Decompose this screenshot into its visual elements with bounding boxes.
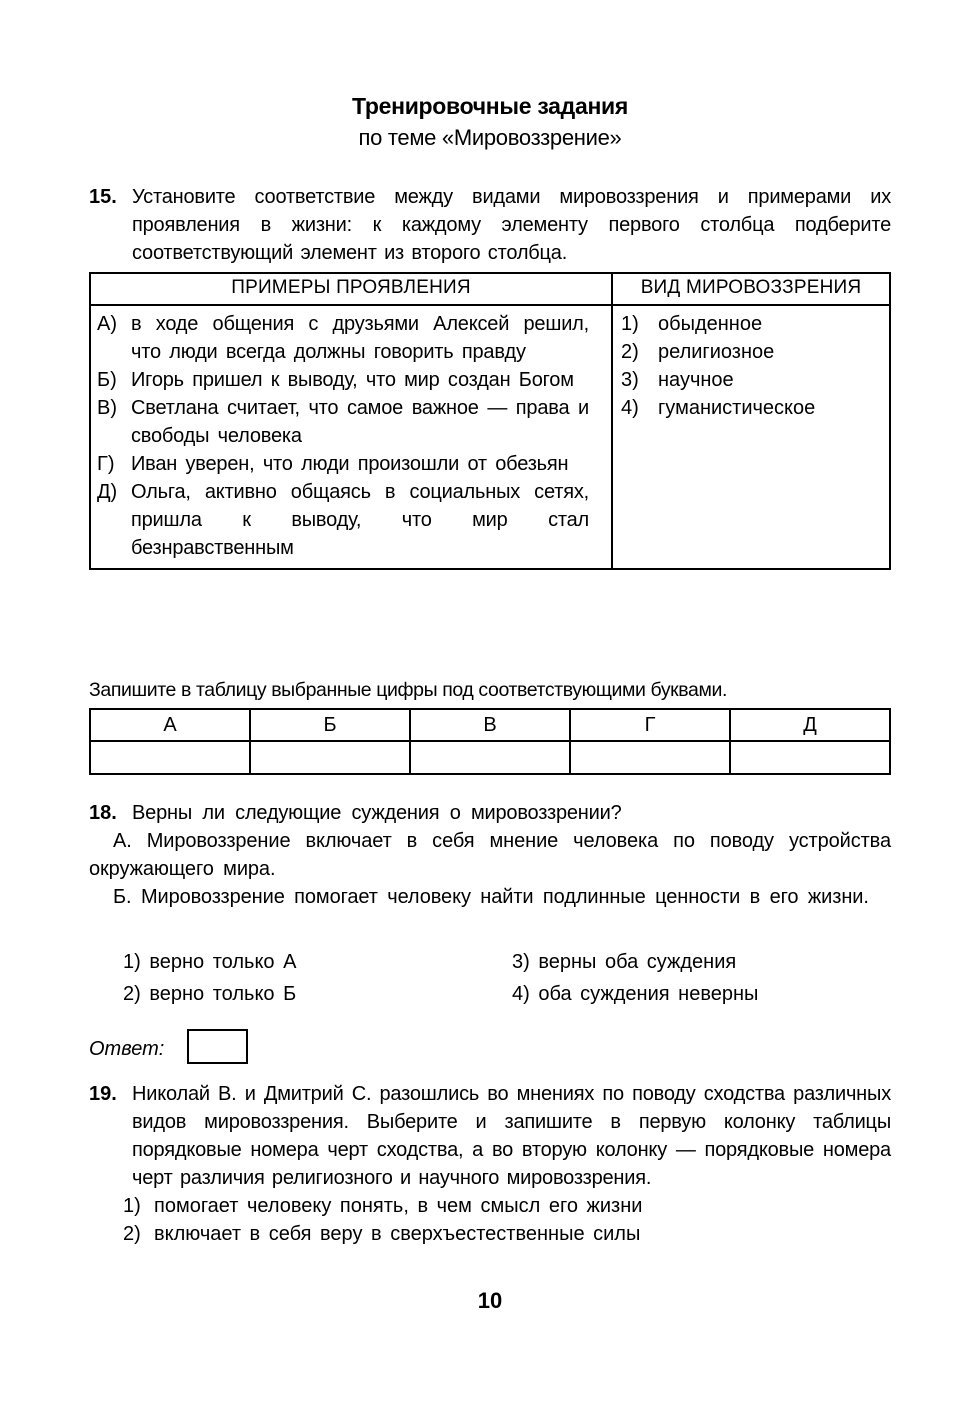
statement-b: Б. Мировоззрение помогает человеку найти подлинные ценности в его жизни. [113,886,869,908]
item-letter: Д) [97,481,118,503]
page-title: Тренировочные задания [352,93,628,119]
item-text: Ольга, активно общаясь в социальных сетях, пришла к выводу, что мир стал безнравственным [131,481,589,559]
option-number: 3) [512,951,530,973]
item-letter: Г) [97,453,115,475]
item-text: Иван уверен, что люди произошли от обезьян [131,453,569,475]
type-text: обыденное [658,313,763,335]
task-prompt: Установите соответствие между видами мировоззрения и примерами их проявления в жизни: к каждому элементу первого столбца подберите соответствующий элемент из второго столбца. [132,186,891,264]
grid-letter: Г [570,709,730,741]
type-number: 4) [621,397,639,419]
grid-letter: Д [730,709,890,741]
item-letter: В) [97,397,117,419]
item-text: Игорь пришел к выводу, что мир создан Богом [131,369,574,391]
task-18 [89,799,891,911]
type-item [613,394,889,422]
feature-list [123,1192,891,1248]
example-item [91,394,611,450]
option-text: верно только А [149,951,297,973]
option-number: 1) [123,951,141,973]
matching-table [89,272,891,570]
grid-answer-cell[interactable] [570,741,730,774]
statement-a: А. Мировоззрение включает в себя мнение человека по поводу устройства окружающего мира. [89,830,891,880]
type-text: научное [658,369,734,391]
option-4 [512,980,758,1008]
feature-item [123,1220,891,1248]
type-item [613,366,889,394]
answer-grid [89,708,891,775]
task-question: Верны ли следующие суждения о мировоззрении? [132,802,622,824]
answer-label: Ответ: [89,1038,165,1060]
feature-item [123,1192,891,1220]
types-cell [612,305,890,569]
column-header-types: ВИД МИРОВОЗЗРЕНИЯ [612,273,890,305]
column-header-examples: ПРИМЕРЫ ПРОЯВЛЕНИЯ [90,273,612,305]
grid-answer-cell[interactable] [410,741,570,774]
examples-cell [90,305,612,569]
task-19 [89,1080,891,1248]
feature-text: помогает человеку понять, в чем смысл его жизни [154,1195,643,1217]
grid-letter: В [410,709,570,741]
option-3 [512,948,736,976]
feature-number: 2) [123,1223,141,1245]
option-number: 4) [512,983,530,1005]
type-text: гуманистическое [658,397,816,419]
type-item [613,310,889,338]
grid-answer-cell[interactable] [250,741,410,774]
feature-text: включает в себя веру в сверхъестественные силы [154,1223,641,1245]
item-text: в ходе общения с друзьями Алексей решил, что люди всегда должны говорить правду [131,313,589,363]
example-item [91,366,611,394]
grid-letter: А [90,709,250,741]
type-text: религиозное [658,341,775,363]
type-item [613,338,889,366]
task-number: 18. [89,802,117,824]
example-item [91,310,611,366]
page-number: 10 [477,1288,503,1313]
grid-answer-cell[interactable] [730,741,890,774]
grid-answer-cell[interactable] [90,741,250,774]
task-number: 19. [89,1083,117,1105]
example-item [91,450,611,478]
option-2 [123,980,296,1008]
item-letter: А) [97,313,117,335]
task-number: 15. [89,186,117,208]
option-1 [123,948,296,976]
item-letter: Б) [97,369,117,391]
option-number: 2) [123,983,141,1005]
feature-number: 1) [123,1195,141,1217]
item-text: Светлана считает, что самое важное — права и свободы человека [131,397,589,447]
example-item [91,478,611,562]
option-text: верно только Б [149,983,297,1005]
task-prompt: Николай В. и Дмитрий С. разошлись во мнениях по поводу сходства различных видов мировоззрения. Выберите и запишите в первую колонку таблицы порядковые номера черт сходства, а во вторую колонку — порядковые номера черт различия религиозного и научного мировоззрения. [132,1083,891,1189]
grid-letter: Б [250,709,410,741]
answer-instruction: Запишите в таблицу выбранные цифры под соответствующими буквами. [89,679,728,701]
task-15 [89,183,891,267]
type-number: 3) [621,369,639,391]
page-subtitle: по теме «Мировоззрение» [358,125,622,150]
type-number: 1) [621,313,639,335]
option-text: оба суждения неверны [538,983,759,1005]
option-text: верны оба суждения [538,951,737,973]
answer-box[interactable] [187,1029,248,1064]
type-number: 2) [621,341,639,363]
